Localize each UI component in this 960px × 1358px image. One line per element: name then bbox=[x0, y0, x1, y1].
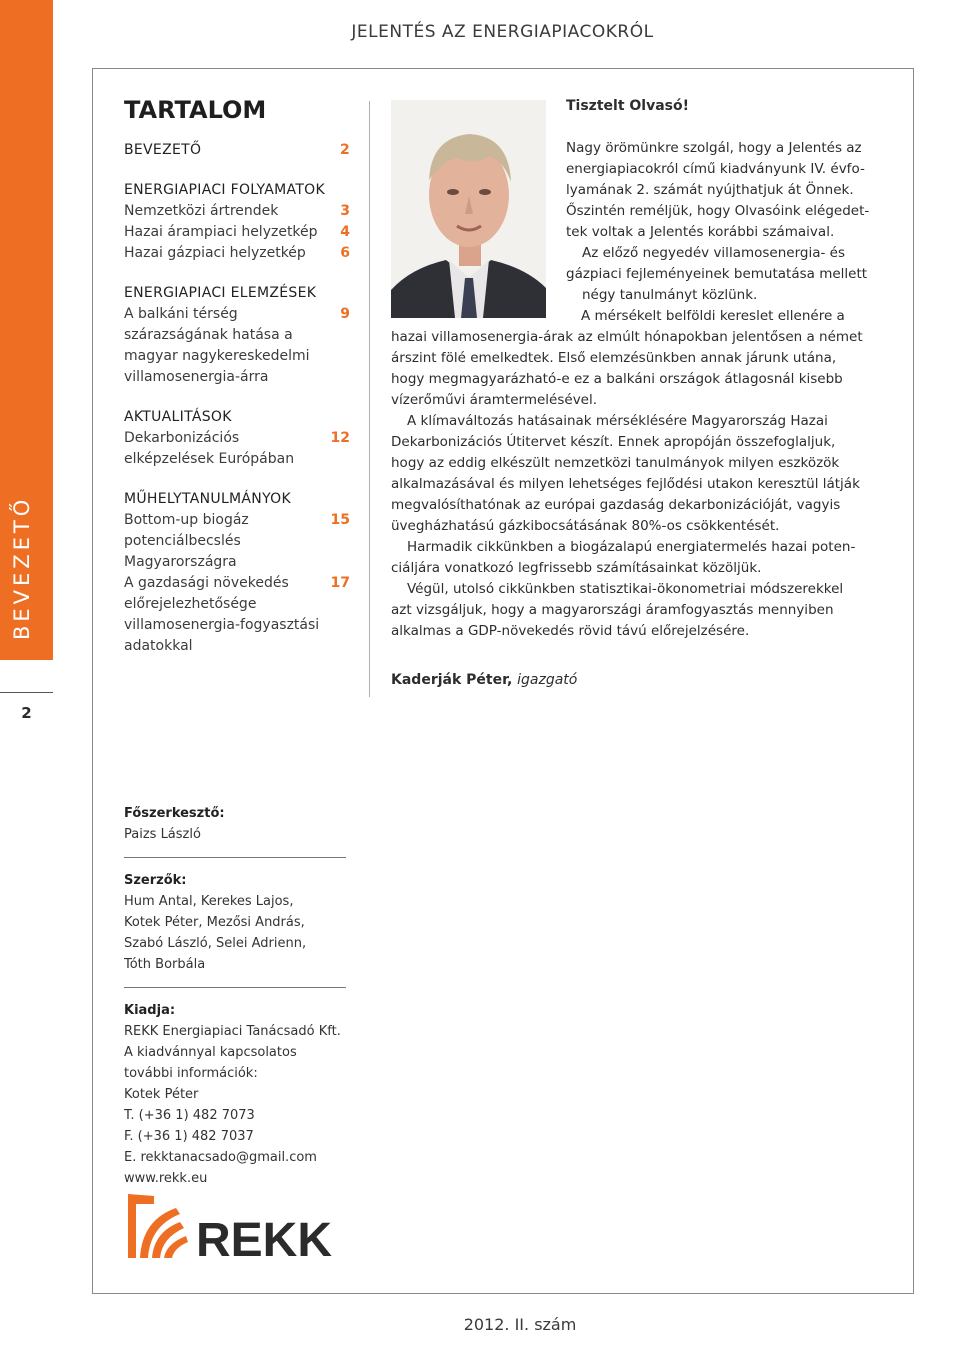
letter-line: tek voltak a Jelentés korábbi számaival. bbox=[566, 224, 835, 240]
toc-entry bbox=[124, 636, 350, 657]
section-side-label: BEVEZETŐ bbox=[10, 495, 34, 640]
letter-line: Nagy örömünkre szolgál, hogy a Jelentés az bbox=[566, 140, 862, 156]
column-divider bbox=[369, 101, 370, 697]
letter-line: Harmadik cikkünkben a biogázalapú energiatermelés hazai poten- bbox=[407, 539, 856, 555]
letter-line: alkalmazásával és milyen lehetséges fejlődési utakon keresztül látják bbox=[391, 476, 860, 492]
toc-entry-text: előrejelezhetősége bbox=[124, 596, 257, 612]
toc-entry-page: 9 bbox=[340, 306, 350, 322]
toc-entry-text: A gazdasági növekedés bbox=[124, 575, 289, 591]
toc-entry-text: adatokkal bbox=[124, 638, 193, 654]
toc-intro-label: BEVEZETŐ bbox=[124, 142, 202, 158]
toc-entry-text: Dekarbonizációs bbox=[124, 430, 240, 446]
letter-greeting: Tisztelt Olvasó! bbox=[566, 98, 689, 114]
toc-title: TARTALOM bbox=[124, 96, 267, 124]
letter-line: árszint fölé emelkedtek. Első elemzésünkben annak járunk utána, bbox=[391, 350, 837, 366]
letter-line: A klímaváltozás hatásainak mérséklésére Magyarország Hazai bbox=[407, 413, 828, 429]
toc-entry bbox=[124, 573, 350, 594]
toc-entry bbox=[124, 367, 350, 388]
publisher-line: E. rekktanacsado@gmail.com bbox=[124, 1150, 317, 1165]
toc-entry bbox=[124, 510, 350, 531]
toc-section bbox=[124, 180, 350, 264]
portrait-image bbox=[391, 100, 546, 318]
toc-entry bbox=[124, 201, 350, 222]
author-portrait bbox=[391, 100, 546, 318]
toc-entry-page: 17 bbox=[330, 575, 350, 591]
editor-block bbox=[124, 803, 346, 858]
running-header: JELENTÉS AZ ENERGIAPIACOKRÓL bbox=[351, 22, 654, 42]
letter-line: Őszintén reméljük, hogy Olvasóink elégedet- bbox=[566, 203, 870, 219]
toc-entry bbox=[124, 531, 350, 552]
publisher-line: REKK Energiapiaci Tanácsadó Kft. bbox=[124, 1024, 341, 1039]
rekk-logo bbox=[124, 1192, 349, 1260]
rekk-logo-image bbox=[124, 1192, 349, 1260]
toc-entry-page: 6 bbox=[340, 245, 350, 261]
publisher-block bbox=[124, 1000, 346, 1201]
author-line: Kotek Péter, Mezősi András, bbox=[124, 915, 305, 930]
author-line: Szabó László, Selei Adrienn, bbox=[124, 936, 307, 951]
letter-line: azt vizsgáljuk, hogy a magyarországi áramfogyasztás mennyiben bbox=[391, 602, 834, 618]
toc-entry-page: 3 bbox=[340, 203, 350, 219]
toc-entry bbox=[124, 346, 350, 367]
toc-section-intro bbox=[124, 140, 350, 161]
toc-entry bbox=[124, 243, 350, 264]
toc-section bbox=[124, 489, 350, 657]
table-of-contents bbox=[124, 140, 350, 676]
letter-line: Végül, utolsó cikkünkben statisztikai-ökonometriai módszerekkel bbox=[407, 581, 844, 597]
toc-entry-text: Bottom-up biogáz bbox=[124, 512, 249, 528]
letter-line: ciáljára vonatkozó legfrissebb számításainkat közöljük. bbox=[391, 560, 762, 576]
publisher-line: T. (+36 1) 482 7073 bbox=[124, 1108, 255, 1123]
section-side-tab bbox=[0, 0, 53, 660]
letter-line: megvalósíthatónak az európai gazdaság dekarbonizációját, vagyis bbox=[391, 497, 841, 513]
publisher-line: Kotek Péter bbox=[124, 1087, 199, 1102]
toc-entry bbox=[124, 594, 350, 615]
toc-entry-text: Nemzetközi ártrendek bbox=[124, 203, 279, 219]
toc-entry bbox=[124, 615, 350, 636]
signature-title: igazgató bbox=[517, 672, 578, 688]
letter-intro bbox=[566, 138, 879, 306]
toc-entry-page: 4 bbox=[340, 224, 350, 240]
letter-line: alkalmas a GDP-növekedés rövid távú előrejelzésére. bbox=[391, 623, 750, 639]
letter-line: Dekarbonizációs Útitervet készít. Ennek apropóján összefoglaljuk, bbox=[391, 434, 836, 450]
toc-entry-text: villamosenergia-árra bbox=[124, 369, 269, 385]
letter-line: négy tanulmányt közlünk. bbox=[582, 287, 758, 303]
letter-line: Az előző negyedév villamosenergia- és bbox=[582, 245, 845, 261]
toc-entry-text: Hazai árampiaci helyzetkép bbox=[124, 224, 318, 240]
authors-label: Szerzők: bbox=[124, 873, 187, 888]
toc-intro-entry bbox=[124, 140, 350, 161]
toc-section bbox=[124, 283, 350, 388]
letter-line: hazai villamosenergia-árak az elmúlt hónapokban jelentősen a német bbox=[391, 329, 863, 345]
toc-intro-page: 2 bbox=[339, 142, 350, 158]
publisher-line: A kiadvánnyal kapcsolatos bbox=[124, 1045, 297, 1060]
publisher-line: további információk: bbox=[124, 1066, 258, 1081]
toc-entry-page: 15 bbox=[330, 512, 350, 528]
publisher-line: F. (+36 1) 482 7037 bbox=[124, 1129, 254, 1144]
issue-footer: 2012. II. szám bbox=[463, 1315, 577, 1334]
author-line: Hum Antal, Kerekes Lajos, bbox=[124, 894, 294, 909]
side-divider bbox=[0, 692, 53, 693]
letter-line: hogy az eddig elkészült nemzetközi tanulmányok milyen eszközök bbox=[391, 455, 840, 471]
letter-line: lyamának 2. számát nyújthatjuk át Önnek. bbox=[566, 182, 854, 198]
toc-section-heading: ENERGIAPIACI ELEMZÉSEK bbox=[124, 285, 317, 301]
toc-entry-text: Hazai gázpiaci helyzetkép bbox=[124, 245, 306, 261]
publisher-line: www.rekk.eu bbox=[124, 1171, 208, 1186]
toc-section-heading: MŰHELYTANULMÁNYOK bbox=[124, 491, 291, 507]
letter-line: üvegházhatású gázkibocsátásának 80%-os csökkentését. bbox=[391, 518, 780, 534]
authors-block bbox=[124, 870, 346, 988]
letter-line: hogy megmagyarázható-e ez a balkáni országok átlagosnál kisebb bbox=[391, 371, 843, 387]
toc-entry bbox=[124, 428, 350, 449]
toc-section bbox=[124, 407, 350, 470]
toc-entry bbox=[124, 222, 350, 243]
toc-entry bbox=[124, 552, 350, 573]
toc-entry-text: magyar nagykereskedelmi bbox=[124, 348, 310, 364]
authors-list bbox=[124, 891, 346, 975]
rekk-logo-text: REKK bbox=[196, 1214, 333, 1260]
author-line: Tóth Borbála bbox=[124, 957, 206, 972]
credits bbox=[124, 803, 346, 1213]
letter-body bbox=[391, 306, 879, 642]
toc-entry bbox=[124, 325, 350, 346]
letter-line: vízerőművi áramtermelésével. bbox=[391, 392, 598, 408]
toc-entry-text: villamosenergia-fogyasztási bbox=[124, 617, 320, 633]
toc-entry-text: szárazságának hatása a bbox=[124, 327, 293, 343]
toc-entry bbox=[124, 449, 350, 470]
toc-entry-text: Magyarországra bbox=[124, 554, 237, 570]
letter-signature bbox=[391, 670, 577, 691]
toc-section-heading: AKTUALITÁSOK bbox=[124, 409, 232, 425]
toc-entry bbox=[124, 304, 350, 325]
publisher-label: Kiadja: bbox=[124, 1003, 176, 1018]
letter-line: A mérsékelt belföldi kereslet ellenére a bbox=[581, 308, 845, 324]
toc-section-heading: ENERGIAPIACI FOLYAMATOK bbox=[124, 182, 325, 198]
editor-name: Paizs László bbox=[124, 827, 201, 842]
toc-entry-page: 12 bbox=[330, 430, 350, 446]
signature-name: Kaderják Péter, bbox=[391, 672, 513, 688]
letter-line: gázpiaci fejleményeinek bemutatása mellett bbox=[566, 266, 868, 282]
editor-label: Főszerkesztő: bbox=[124, 806, 225, 821]
page-number: 2 bbox=[21, 704, 32, 722]
toc-entry-text: elképzelések Európában bbox=[124, 451, 295, 467]
publisher-info bbox=[124, 1021, 346, 1189]
toc-entry-text: potenciálbecslés bbox=[124, 533, 241, 549]
toc-entry-text: A balkáni térség bbox=[124, 306, 238, 322]
letter-line: energiapiacokról című kiadványunk IV. évfo- bbox=[566, 161, 865, 177]
